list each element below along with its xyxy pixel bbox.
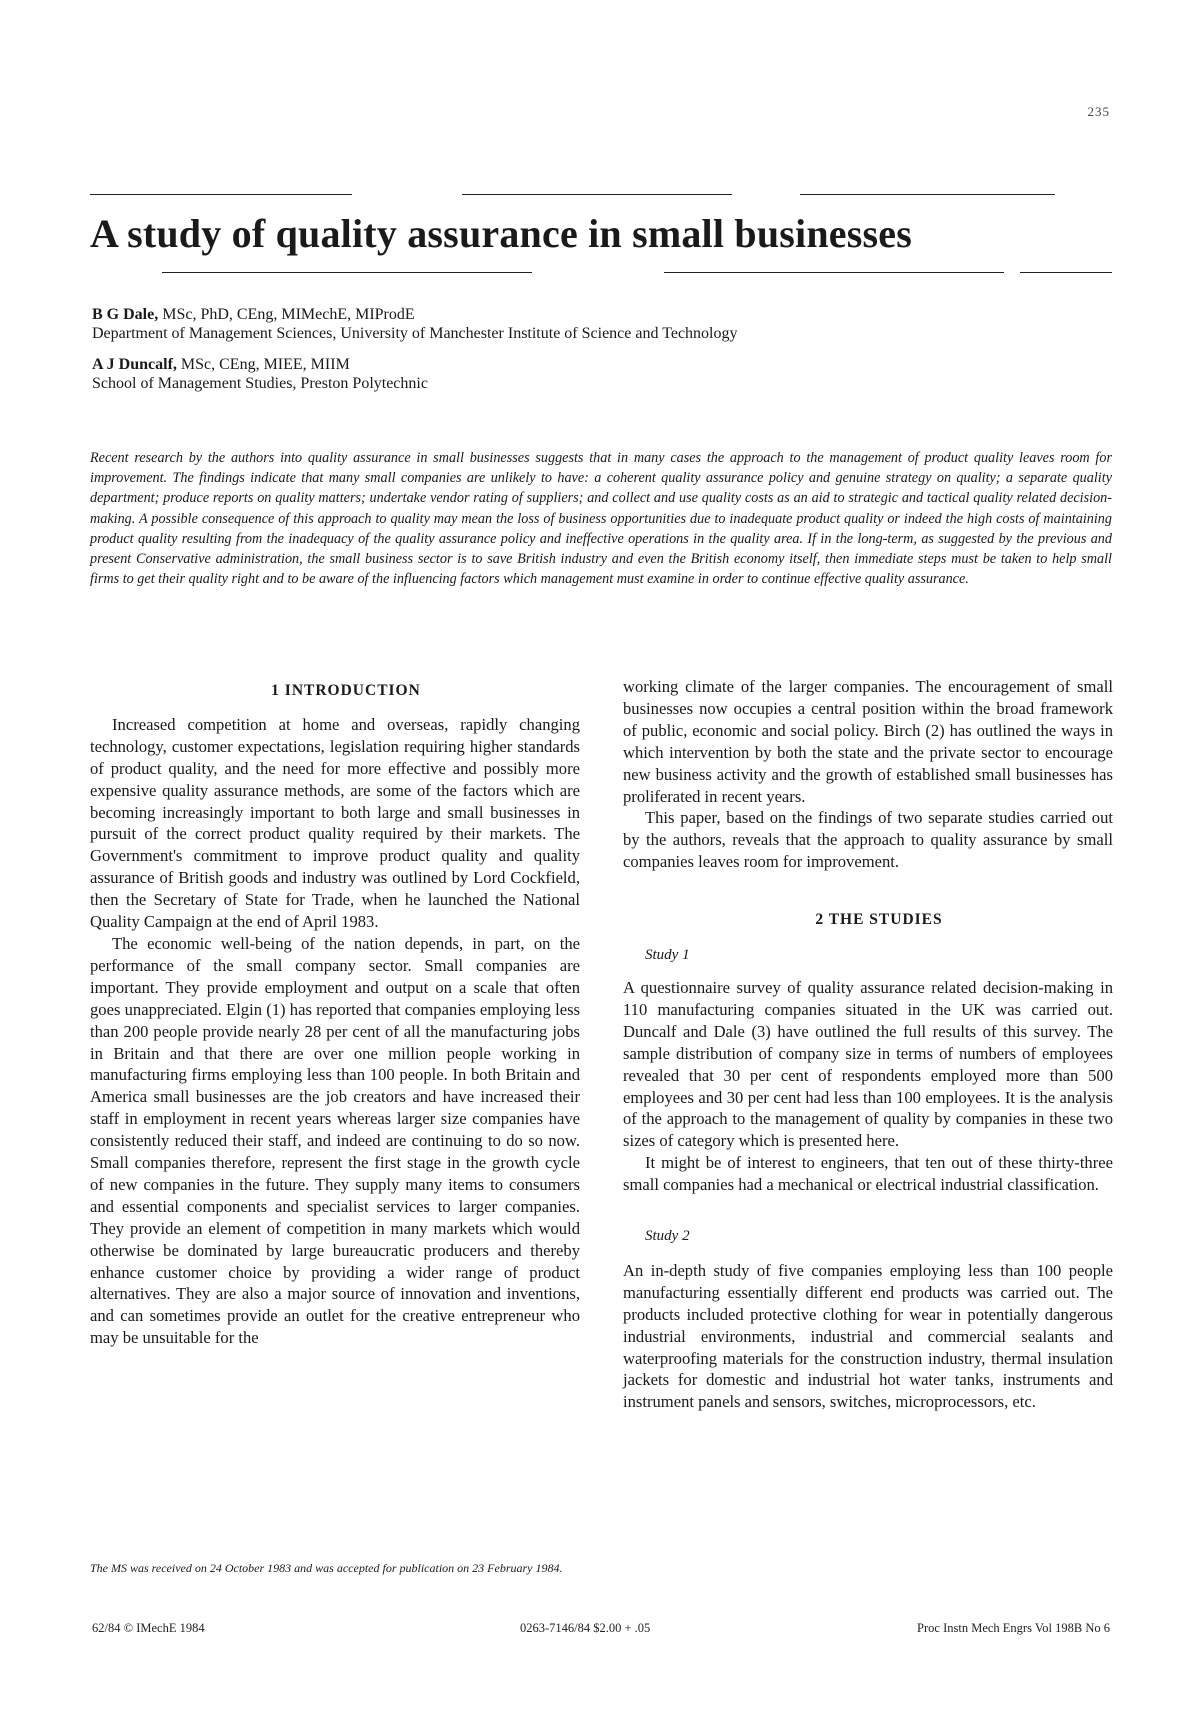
author-1-credentials: MSc, PhD, CEng, MIMechE, MIProdE	[162, 306, 415, 323]
top-rule-2	[462, 194, 732, 195]
study-2-heading: Study 2	[645, 1228, 690, 1245]
author-1-name: B G Dale,	[92, 306, 159, 323]
top-rule-3	[800, 194, 1055, 195]
author-2-affiliation: School of Management Studies, Preston Polytechnic	[92, 375, 428, 392]
author-2	[92, 355, 350, 374]
bottom-rule-3	[1020, 272, 1112, 273]
footer-copyright: 62/84 © IMechE 1984	[92, 1621, 205, 1635]
intro-paragraph-4: This paper, based on the findings of two separate studies carried out by the authors, reveals that the approach to quality assurance by small companies leaves room for improvement.	[623, 808, 1113, 872]
right-column	[623, 676, 1113, 1413]
author-2-credentials: MSc, CEng, MIEE, MIIM	[180, 356, 350, 373]
left-column	[90, 676, 580, 1349]
footer-journal: Proc Instn Mech Engrs Vol 198B No 6	[917, 1621, 1110, 1635]
study-1-paragraph-2: It might be of interest to engineers, that ten out of these thirty-three small companies had a mechanical or electrical industrial classification.	[623, 1153, 1113, 1195]
footer-issn: 0263-7146/84 $2.00 + .05	[520, 1621, 651, 1635]
intro-paragraph-1: Increased competition at home and overseas, rapidly changing technology, customer expectations, legislation requiring higher standards of product quality, and the need for more effective and possibly more expensive quality assurance methods, are some of the factors which are becoming increasingly important to both large and small businesses in pursuit of the correct product quality required by their markets. The Government's commitment to improve product quality and quality assurance of British goods and industry was outlined by Lord Cockfield, then the Secretary of State for Trade, when he launched the National Quality Campaign at the end of April 1983.	[90, 714, 580, 932]
intro-paragraph-3: working climate of the larger companies. The encouragement of small businesses now occupies a central position within the broad framework of public, economic and social policy. Birch (2) has outlined the ways in which intervention by both the state and the private sector to encourage new business activity and the growth of established small businesses has proliferated in recent years.	[623, 677, 1113, 806]
page-title: A study of quality assurance in small businesses	[90, 211, 913, 256]
study-2-paragraph-1: An in-depth study of five companies employing less than 100 people manufacturing essentially different end products was carried out. The products included protective clothing for wear in potentially dangerous industrial environments, industrial and commercial sealants and waterproofing materials for the construction industry, thermal insulation jackets for domestic and industrial hot water tanks, instruments and instrument panels and sensors, switches, microprocessors, etc.	[623, 1260, 1113, 1412]
study-1-paragraph-1: A questionnaire survey of quality assurance related decision-making in 110 manufacturing companies situated in the UK was carried out. Duncalf and Dale (3) have outlined the full results of this survey. The sample distribution of company size in terms of numbers of employees revealed that 30 per cent of respondents employed more than 500 employees and 30 per cent had less than 100 employees. It is the analysis of the approach to the management of quality by companies in these two sizes of category which is presented here.	[623, 977, 1113, 1151]
author-1-affiliation: Department of Management Sciences, University of Manchester Institute of Science and Technology	[92, 325, 738, 342]
top-rule-1	[90, 194, 352, 195]
page-number: 235	[1087, 104, 1110, 119]
abstract: Recent research by the authors into quality assurance in small businesses suggests that in many cases the approach to the management of product quality leaves room for improvement. The findings indicate that many small companies are unlikely to have: a coherent quality assurance policy and genuine strategy on quality; a separate quality department; produce reports on quality matters; undertake vendor rating of suppliers; and collect and use quality costs as an aid to strategic and tactical quality related decision-making. A possible consequence of this approach to quality may mean the loss of business opportunities due to inadequate product quality or indeed the high costs of maintaining product quality resulting from the inadequacy of the quality assurance policy and ineffective operations in the quality area. If in the long-term, as suggested by the previous and present Conservative administration, the small business sector is to save British industry and even the British economy itself, then immediate steps must be taken to help small firms to get their quality right and to be aware of the influencing factors which management must examine in order to continue effective quality assurance.	[90, 450, 1112, 588]
bottom-rule-1	[162, 272, 532, 273]
bottom-rule-2	[664, 272, 1004, 273]
intro-paragraph-2: The economic well-being of the nation depends, in part, on the performance of the small company sector. Small companies are important. They provide employment and output on a scale that often goes unappreciated. Elgin (1) has reported that companies employing less than 200 people provide nearly 28 per cent of all the manufacturing jobs in Britain and that there are over one million people working in manufacturing firms employing less than 100 people. In both Britain and America small businesses are the job creators and have increased their staff in employment in recent years whereas larger size companies have consistently reduced their staff, and indeed are continuing to do so now. Small companies therefore, represent the first stage in the growth cycle of new companies in the future. They supply many items to consumers and essential components and specialist services to larger companies. They provide an element of competition in many markets which would otherwise be dominated by large bureaucratic producers and thereby enhance customer choice by providing a wider range of product alternatives. They are also a major source of innovation and inventions, and can sometimes provide an outlet for the creative entrepreneur who may be unsuitable for the	[90, 933, 580, 1348]
section-1-heading: 1 INTRODUCTION	[271, 682, 421, 699]
study-1-heading: Study 1	[645, 947, 690, 964]
footnote: The MS was received on 24 October 1983 and was accepted for publication on 23 February 1984.	[90, 1561, 563, 1575]
author-2-name: A J Duncalf,	[92, 356, 177, 373]
author-1	[92, 305, 415, 324]
section-2-heading: 2 THE STUDIES	[815, 911, 943, 929]
